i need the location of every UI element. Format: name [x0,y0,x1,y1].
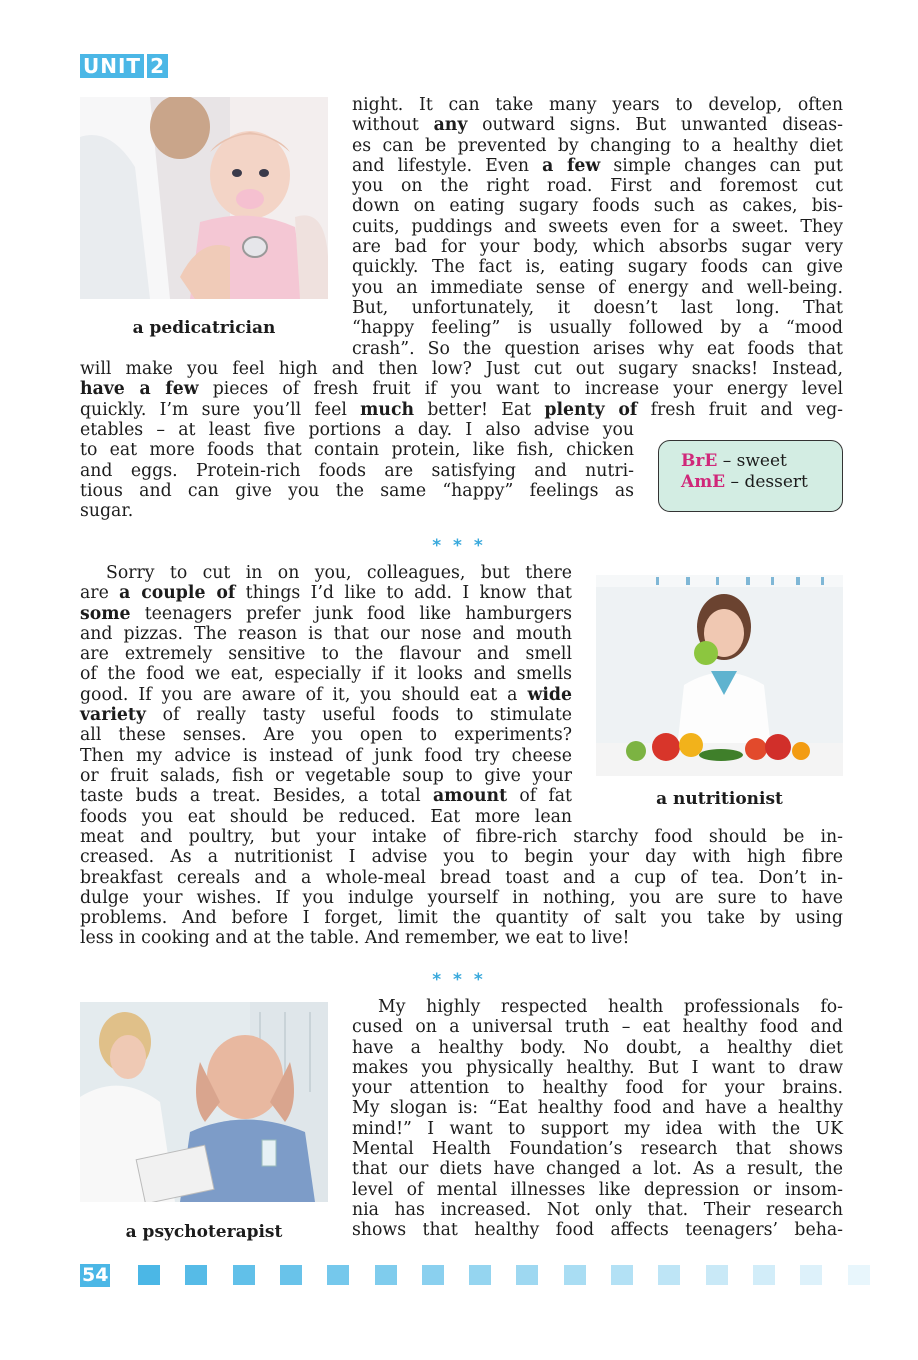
unit-number: 2 [147,54,168,78]
section2-left-text [80,563,572,827]
text-line: nia has increased. Not only that. Their research [352,1199,843,1220]
text-line: or fruit salads, fish or vegetable soup to give your [80,765,572,786]
footer-square [280,1265,302,1285]
text-line: Then my advice is instead of junk food try cheese [80,745,572,766]
section1-wide-text [80,359,843,420]
footer-square [185,1265,207,1285]
pediatrician-caption: a pedicatrician [132,318,276,338]
text-line: without any outward signs. But unwanted diseas- [352,115,843,136]
bre-ame-note [658,440,843,512]
unit-label [80,54,168,78]
bre-key: BrE [681,451,718,471]
footer-square [516,1265,538,1285]
footer-square [848,1265,870,1285]
text-line: es can be prevented by changing to a healthy diet [352,135,843,156]
text-line: and eggs. Protein-rich foods are satisfying and nutri- [80,460,634,481]
text-line: My slogan is: “Eat healthy food and have a healthy [352,1098,843,1119]
text-line: Sorry to cut in on you, colleagues, but there [106,563,572,583]
text-line: variety of really tasty useful foods to stimulate [80,705,572,726]
section1-left-text [80,420,634,521]
section-separator-2: * * * [432,970,486,990]
text-line: down on eating sugary foods such as cakes, bis- [352,196,843,217]
footer-square [138,1265,160,1285]
section2-wide-text [80,827,843,949]
text-line: meat and poultry, but your intake of fibre-rich starchy food should be in- [80,827,843,847]
text-line: are a couple of things I’d like to add. I know that [80,583,572,604]
footer-square [375,1265,397,1285]
text-line: and lifestyle. Even a few simple changes can put [352,155,843,176]
section-separator: * * * [432,536,486,556]
footer-square [327,1265,349,1285]
text-line: etables – at least five portions a day. I also advise you [80,420,634,440]
footer-square [469,1265,491,1285]
footer-square [422,1265,444,1285]
text-line: quickly. I’m sure you’ll feel much better! Eat plenty of fresh fruit and veg- [80,399,843,420]
footer-square [753,1265,775,1285]
text-line: “happy feeling” is usually followed by a “mood [352,318,843,339]
footer-square [564,1265,586,1285]
text-line: to eat more foods that contain protein, like fish, chicken [80,440,634,461]
text-line: dulge your wishes. If you indulge yourself in nothing, you are sure to have [80,887,843,908]
text-line: breakfast cereals and a whole-meal bread toast and a cup of tea. Don’t in- [80,867,843,888]
section1-narrow-text [352,95,843,359]
nutritionist-caption: a nutritionist [656,789,783,809]
text-line: quickly. The fact is, eating sugary foods can give [352,257,843,278]
psychotherapist-photo [80,1002,328,1202]
text-line: cused on a universal truth – eat healthy food and [352,1017,843,1038]
footer-square [658,1265,680,1285]
text-line: and pizzas. The reason is that our nose and mouth [80,623,572,644]
text-line: you an immediate sense of energy and well-being. [352,277,843,298]
text-line: sugar. [80,501,134,522]
text-line: have a healthy body. No doubt, a healthy diet [352,1037,843,1058]
text-line: My highly respected health professionals fo- [378,997,843,1017]
ame-value: – dessert [725,472,808,492]
pediatrician-photo [80,97,328,299]
text-line: shows that healthy food affects teenagers’ beha- [352,1220,843,1241]
text-line: your attention to healthy food for your brains. [352,1078,843,1099]
footer-square [800,1265,822,1285]
text-line: are bad for your body, which absorbs sugar very [352,237,843,258]
text-line: less in cooking and at the table. And remember, we eat to live! [80,928,630,949]
text-line: crash”. So the question arises why eat foods that [352,338,843,359]
nutritionist-photo [596,575,843,776]
footer-square [706,1265,728,1285]
text-line: you on the right road. First and foremost cut [352,176,843,197]
page-number: 54 [82,1264,109,1286]
text-line: tious and can give you the same “happy” feelings as [80,480,634,501]
text-line: night. It can take many years to develop, often [352,95,843,115]
unit-word: UNIT [80,54,144,78]
text-line: creased. As a nutritionist I advise you to begin your day with high fibre [80,847,843,868]
text-line: Mental Health Foundation’s research that shows [352,1139,843,1160]
footer-square [611,1265,633,1285]
text-line: mind!” I want to support my idea with the UK [352,1118,843,1139]
text-line: foods you eat should be reduced. Eat more lean [80,806,572,827]
text-line: of the food we eat, especially if it looks and smells [80,664,572,685]
text-line: makes you physically healthy. But I want to draw [352,1057,843,1078]
text-line: all these senses. Are you open to experiments? [80,725,572,746]
psychotherapist-caption: a psychoterapist [125,1222,283,1242]
text-line: that our diets have changed a lot. As a result, the [352,1159,843,1180]
section3-text [352,997,843,1241]
text-line: taste buds a treat. Besides, a total amount of fat [80,786,572,807]
text-line: cuits, puddings and sweets even for a sweet. They [352,216,843,237]
text-line: But, unfortunately, it doesn’t last long. That [352,297,843,318]
text-line: problems. And before I forget, limit the quantity of salt you take by using [80,908,843,929]
text-line: are extremely sensitive to the flavour and smell [80,644,572,665]
ame-key: AmE [681,472,726,492]
text-line: level of mental illnesses like depression or insom- [352,1179,843,1200]
text-line: good. If you are aware of it, you should eat a wide [80,684,572,705]
text-line: have a few pieces of fresh fruit if you want to increase your energy level [80,379,843,400]
text-line: will make you feel high and then low? Just cut out sugary snacks! Instead, [80,359,843,379]
bre-value: – sweet [717,451,787,471]
text-line: some teenagers prefer junk food like hamburgers [80,603,572,624]
footer-square [233,1265,255,1285]
